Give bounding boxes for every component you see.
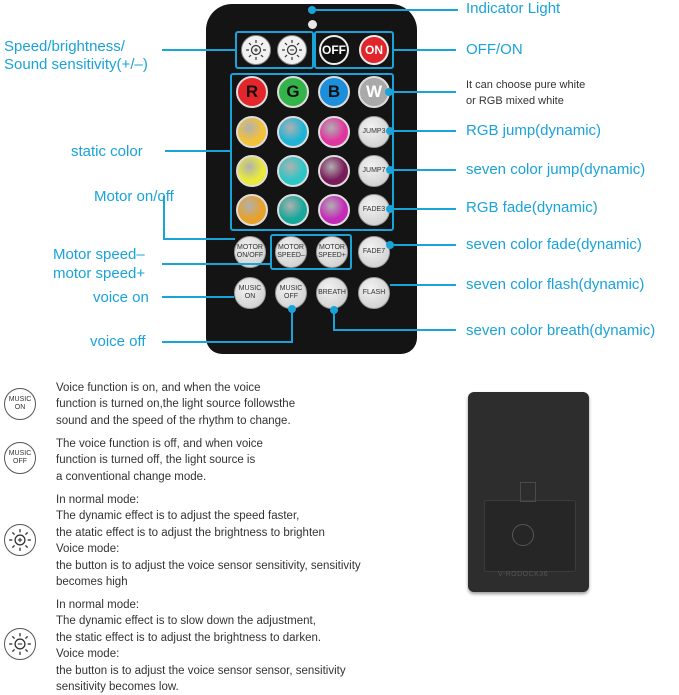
button-line: MUSIC <box>279 285 303 292</box>
color-button[interactable] <box>236 155 268 187</box>
label-speed-line2: Sound sensitivity(+/–) <box>4 56 148 73</box>
jump3-button[interactable]: JUMP3 <box>358 116 390 148</box>
label-motor-speed-line2: motor speed+ <box>53 265 146 282</box>
color-button[interactable] <box>318 194 350 226</box>
callout-line <box>316 9 458 11</box>
color-button[interactable] <box>277 155 309 187</box>
callout-line <box>291 311 293 342</box>
callout-line <box>162 263 270 265</box>
callout-dot <box>386 241 394 249</box>
callout-dot <box>385 88 393 96</box>
speed-box <box>235 31 314 69</box>
label-speed-line1: Speed/brightness/ <box>4 38 125 55</box>
label-seven-breath: seven color breath(dynamic) <box>466 322 656 339</box>
fade7-button[interactable]: FADE7 <box>358 236 390 268</box>
color-button[interactable] <box>236 116 268 148</box>
callout-line <box>394 208 456 210</box>
callout-line <box>393 91 456 93</box>
blue-button[interactable]: B <box>318 76 350 108</box>
label-white-line2: or RGB mixed white <box>466 95 564 107</box>
music-on-icon <box>4 388 36 420</box>
label-static-color: static color <box>71 143 143 160</box>
flash-button[interactable]: FLASH <box>358 277 390 309</box>
callout-line <box>162 49 235 51</box>
color-button[interactable] <box>277 116 309 148</box>
remote-back <box>468 392 589 592</box>
red-button[interactable]: R <box>236 76 268 108</box>
on-button[interactable]: ON <box>359 35 389 65</box>
callout-line <box>333 329 456 331</box>
label-seven-jump: seven color jump(dynamic) <box>466 161 646 178</box>
white-button[interactable]: W <box>358 76 390 108</box>
battery-coin <box>512 524 534 546</box>
button-line: MOTOR <box>319 244 345 251</box>
color-button[interactable] <box>318 116 350 148</box>
button-line: OFF <box>284 293 298 300</box>
desc-minus: In normal mode: The dynamic effect is to slow down the adjustment, the static effect is to adjust the brightness to darken. Voice mode: the button is to adjust the voice sensor sensor, sensitivity sensitivity becomes low. <box>56 599 346 694</box>
callout-line <box>333 312 335 330</box>
label-offon: OFF/ON <box>466 41 523 58</box>
callout-line <box>162 296 234 298</box>
label-seven-fade: seven color fade(dynamic) <box>466 236 642 253</box>
callout-line <box>394 130 456 132</box>
icon-line: ON <box>14 404 26 411</box>
music-on-button[interactable] <box>234 277 266 309</box>
green-button[interactable]: G <box>277 76 309 108</box>
callout-line <box>162 341 293 343</box>
offon-box <box>314 31 394 69</box>
motor-speed-plus-button[interactable] <box>316 236 348 268</box>
battery-cover-label: V-RODOCK36 <box>498 571 549 578</box>
music-off-icon <box>4 442 36 474</box>
button-line: MOTOR <box>237 244 263 251</box>
callout-dot <box>386 166 394 174</box>
icon-line: MUSIC <box>8 450 32 457</box>
label-rgb-fade: RGB fade(dynamic) <box>466 199 598 216</box>
indicator-light <box>308 20 317 29</box>
button-line: SPEED+ <box>318 252 346 259</box>
callout-dot <box>386 127 394 135</box>
icon-line: MUSIC <box>8 396 32 403</box>
label-indicator-light: Indicator Light <box>466 0 561 17</box>
callout-line <box>394 169 456 171</box>
button-line: SPEED– <box>277 252 305 259</box>
label-motor-speed-line1: Motor speed– <box>53 246 145 263</box>
button-line: ON <box>244 293 256 300</box>
label-motor-onoff: Motor on/off <box>94 188 174 205</box>
label-voice-off: voice off <box>90 333 146 350</box>
motor-speed-minus-button[interactable] <box>275 236 307 268</box>
button-line: ON/OFF <box>236 252 264 259</box>
battery-slot-icon <box>520 482 536 502</box>
callout-dot <box>386 205 394 213</box>
desc-music-off: The voice function is off, and when voice function is turned off, the light source is a conventional change mode. <box>56 438 263 483</box>
color-button[interactable] <box>236 194 268 226</box>
desc-plus: In normal mode: The dynamic effect is to adjust the speed faster, the atatic effect is to adjust the brightness to brighten Voice mode: the button is to adjust the voice sensor sensitivity, sensitivity becomes high <box>56 494 361 589</box>
callout-dot <box>308 6 316 14</box>
label-white-line1: It can choose pure white <box>466 79 586 91</box>
desc-music-on: Voice function is on, and when the voice function is turned on,the light source followsthe sound and the speed of the rhythm to change. <box>56 382 296 427</box>
callout-line <box>163 238 235 240</box>
callout-line <box>165 150 230 152</box>
button-line: MOTOR <box>278 244 304 251</box>
label-rgb-jump: RGB jump(dynamic) <box>466 122 602 139</box>
icon-line: OFF <box>13 458 27 465</box>
color-button[interactable] <box>277 194 309 226</box>
label-seven-flash: seven color flash(dynamic) <box>466 276 645 293</box>
callout-line <box>394 49 456 51</box>
off-button[interactable]: OFF <box>319 35 349 65</box>
button-line: MUSIC <box>238 285 262 292</box>
color-button[interactable] <box>318 155 350 187</box>
jump7-button[interactable]: JUMP7 <box>358 155 390 187</box>
callout-line <box>390 284 456 286</box>
sun-minus-icon <box>4 628 36 660</box>
sun-plus-icon <box>4 524 36 556</box>
breath-button[interactable]: BREATH <box>316 277 348 309</box>
label-voice-on: voice on <box>93 289 149 306</box>
fade3-button[interactable]: FADE3 <box>358 194 390 226</box>
callout-line <box>394 244 456 246</box>
